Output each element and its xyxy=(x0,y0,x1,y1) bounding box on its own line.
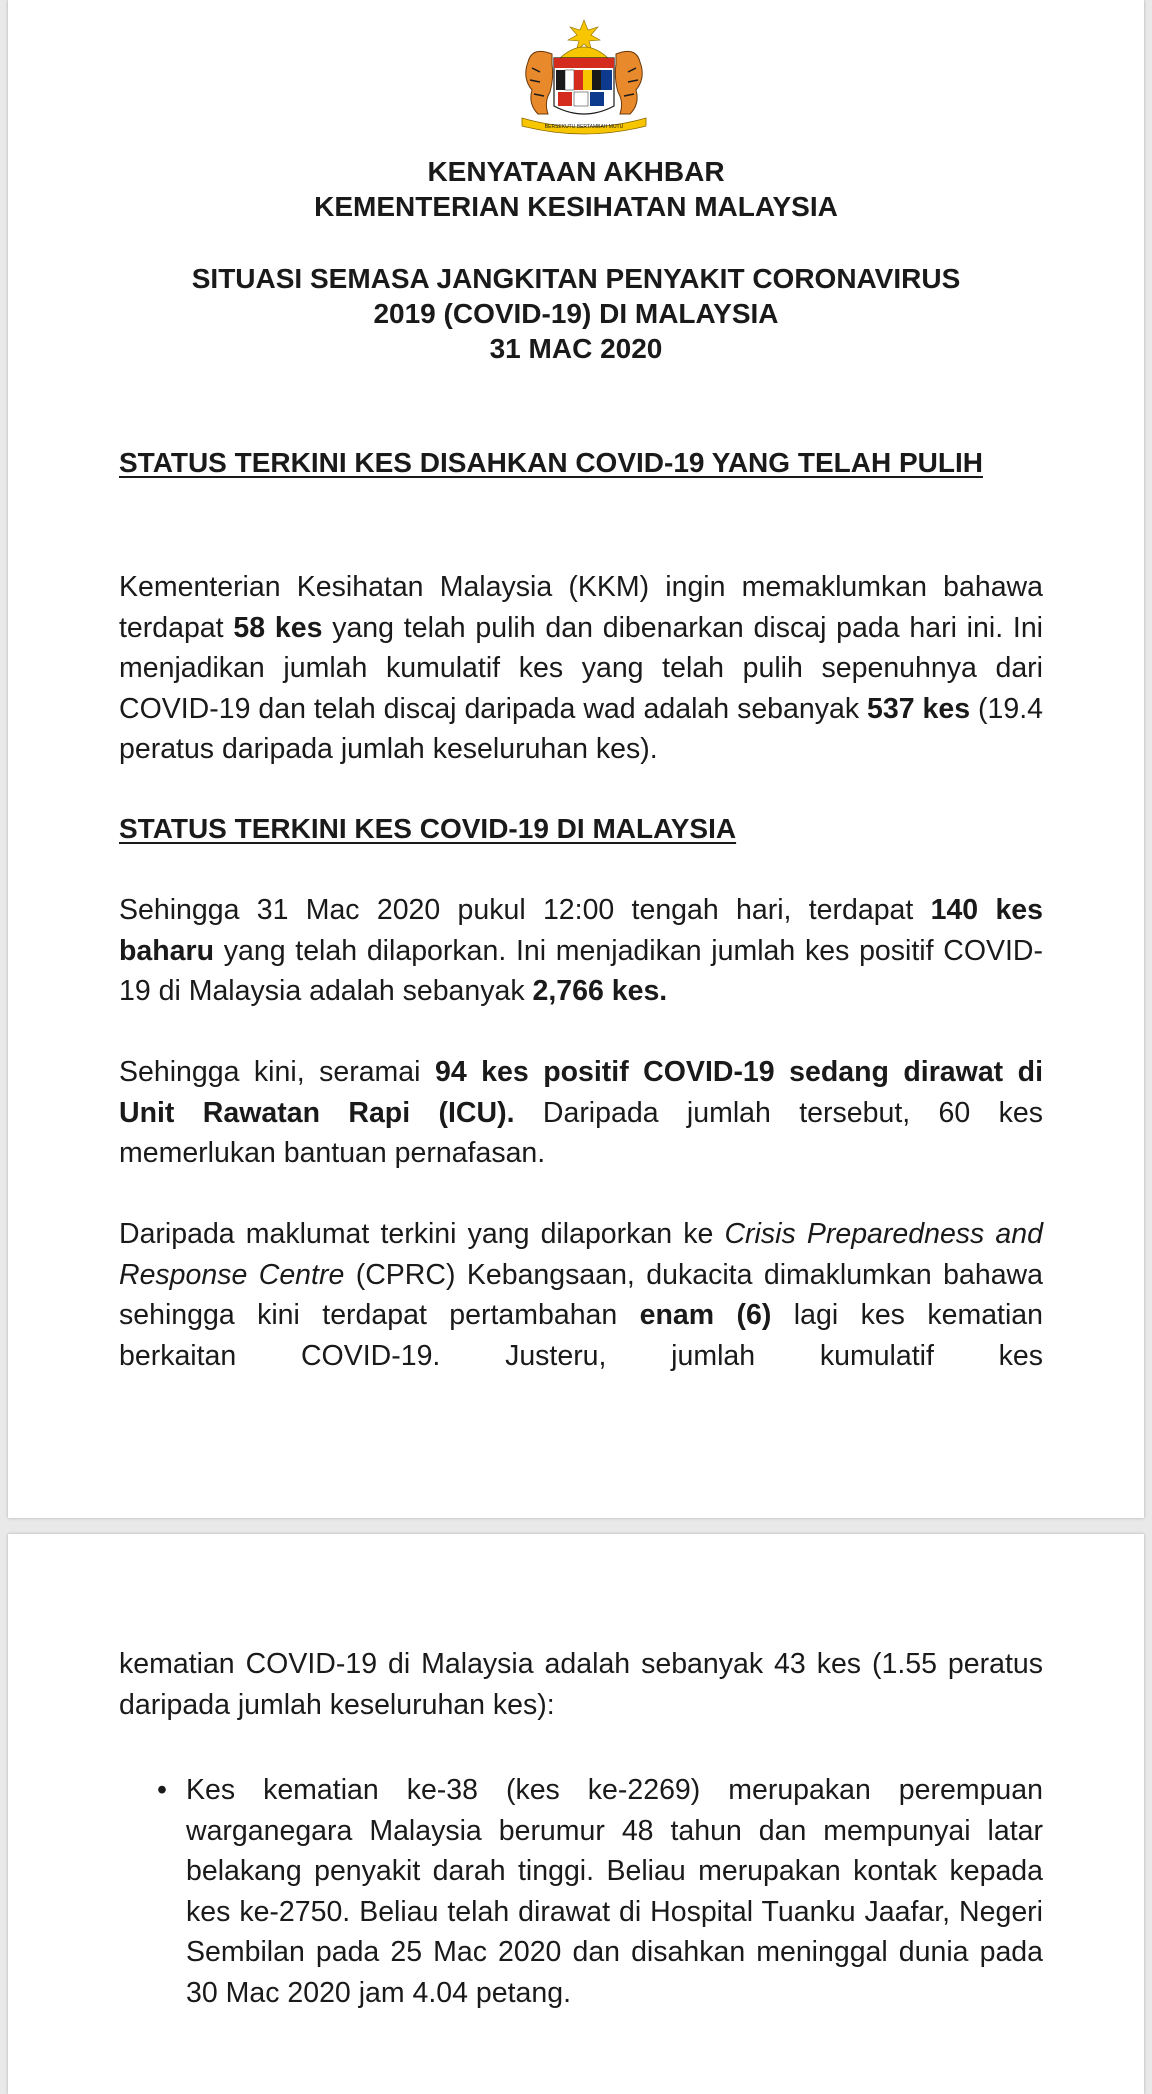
document-page-1 xyxy=(8,0,1144,1518)
section-heading-status: STATUS TERKINI KES COVID-19 DI MALAYSIA xyxy=(119,813,737,844)
paragraph-new-cases: Sehingga 31 Mac 2020 pukul 12:00 tengah hari, terdapat 140 kes baharu yang telah dilaporkan. Ini menjadikan jumlah kes positif COVID-19 di Malaysia adalah sebanyak 2,766 kes. xyxy=(119,894,1043,1007)
header-line-1: KENYATAAN AKHBAR xyxy=(427,156,725,187)
document-page-2 xyxy=(8,1534,1144,2094)
title-line-1: SITUASI SEMASA JANGKITAN PENYAKIT CORONAVIRUS xyxy=(191,263,961,294)
header-line-2: KEMENTERIAN KESIHATAN MALAYSIA xyxy=(314,191,838,222)
death-case-list xyxy=(119,1770,1043,2013)
list-item xyxy=(119,1770,1043,2013)
press-release-header xyxy=(8,154,1144,224)
crest-motto: BERSEKUTU BERTAMBAH MUTU xyxy=(544,124,624,130)
paragraph-icu: Sehingga kini, seramai 94 kes positif COVID-19 sedang dirawat di Unit Rawatan Rapi (ICU). Daripada jumlah tersebut, 60 kes memerlukan bantuan pernafasan. xyxy=(119,1056,1043,1169)
section-heading-recovered: STATUS TERKINI KES DISAHKAN COVID-19 YANG TELAH PULIH xyxy=(119,447,983,478)
title-date: 31 MAC 2020 xyxy=(489,333,663,364)
paragraph-recovered: Kementerian Kesihatan Malaysia (KKM) ingin memaklumkan bahawa terdapat 58 kes yang telah pulih dan dibenarkan discaj pada hari ini. Ini menjadikan jumlah kumulatif kes yang telah pulih sepenuhnya dari COVID-19 dan telah discaj daripada wad adalah sebanyak 537 kes (19.4 peratus daripada jumlah keseluruhan kes). xyxy=(119,571,1044,765)
document-title xyxy=(8,261,1144,366)
malaysia-coat-of-arms-icon xyxy=(502,18,666,136)
death-case-text: Kes kematian ke-38 (kes ke-2269) merupakan perempuan warganegara Malaysia berumur 48 tahun dan mempunyai latar belakang penyakit darah tinggi. Beliau merupakan kontak kepada kes ke-2750. Beliau telah dirawat di Hospital Tuanku Jaafar, Negeri Sembilan pada 25 Mac 2020 dan disahkan meninggal dunia pada 30 Mac 2020 jam 4.04 petang. xyxy=(186,1774,1043,2009)
paragraph-deaths: Daripada maklumat terkini yang dilaporkan ke Crisis Preparedness and Response Centre (CPRC) Kebangsaan, dukacita dimaklumkan bahawa sehingga kini terdapat pertambahan enam (6) lagi kes kematian berkaitan COVID-19. Justeru, jumlah kumulatif kes xyxy=(119,1218,1043,1372)
bullet-icon: • xyxy=(157,1774,167,1806)
title-line-2: 2019 (COVID-19) DI MALAYSIA xyxy=(373,298,779,329)
paragraph-death-total: kematian COVID-19 di Malaysia adalah sebanyak 43 kes (1.55 peratus daripada jumlah keseluruhan kes): xyxy=(119,1648,1043,1721)
